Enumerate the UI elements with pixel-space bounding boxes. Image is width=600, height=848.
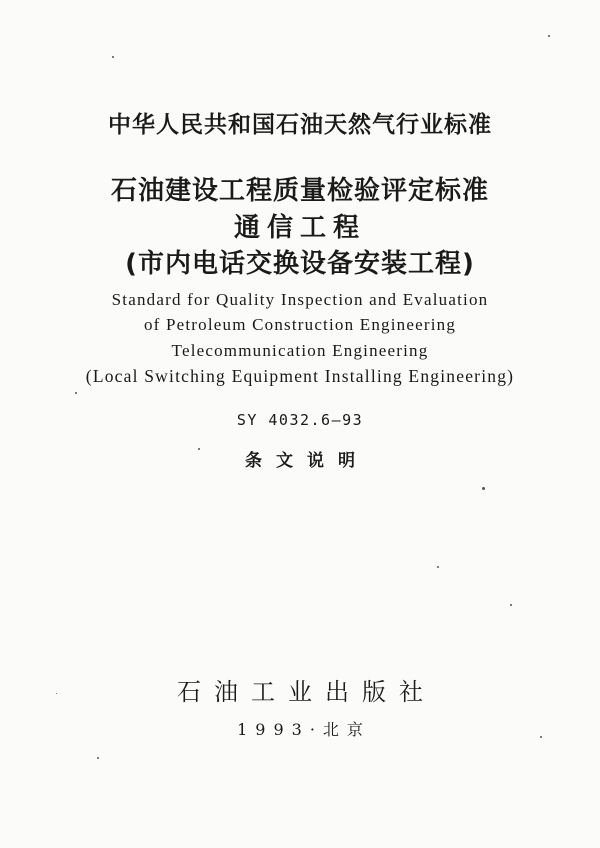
scan-speck xyxy=(548,35,550,37)
chinese-title-line-3: (市内电话交换设备安装工程) xyxy=(125,249,475,279)
scan-speck xyxy=(540,736,542,738)
scan-speck xyxy=(198,448,200,450)
scan-speck xyxy=(75,392,77,394)
english-title-line-3: Telecommunication Engineering xyxy=(171,341,429,360)
scan-speck xyxy=(97,757,99,759)
publisher-name: 石油工业出版社 xyxy=(177,678,436,706)
scan-speck xyxy=(437,566,439,568)
english-title-line-1: Standard for Quality Inspection and Evaluation xyxy=(111,290,489,309)
chinese-title-line-1: 石油建设工程质量检验评定标准 xyxy=(110,176,489,206)
english-title-line-4: (Local Switching Equipment Installing Engineering) xyxy=(85,366,515,386)
scan-speck xyxy=(510,604,512,606)
section-label: 条文说明 xyxy=(245,451,369,471)
publication-date-place: 1993·北京 xyxy=(237,720,371,739)
english-title-line-2: of Petroleum Construction Engineering xyxy=(143,315,457,334)
scan-speck xyxy=(482,487,485,490)
scan-speck xyxy=(112,56,114,58)
issuing-authority: 中华人民共和国石油天然气行业标准 xyxy=(108,112,492,138)
standard-code: SY 4032.6—93 xyxy=(236,411,364,429)
scan-speck xyxy=(56,693,57,694)
chinese-title-line-2: 通信工程 xyxy=(233,213,366,243)
